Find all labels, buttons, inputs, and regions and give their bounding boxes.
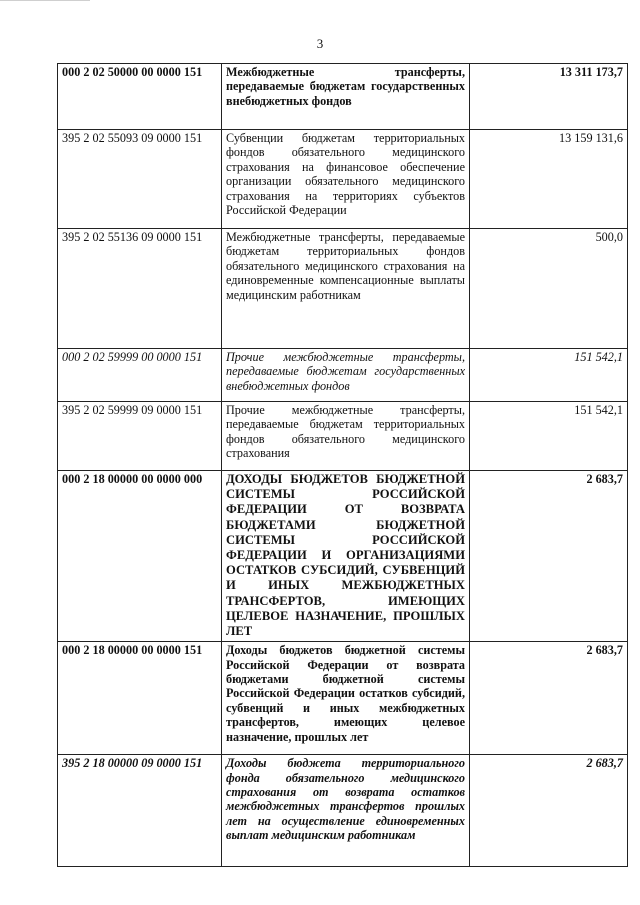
top-edge-mark xyxy=(0,0,90,4)
table-row xyxy=(58,642,628,755)
row-code: 395 2 02 59999 09 0000 151 xyxy=(58,402,222,471)
row-amount: 151 542,1 xyxy=(470,402,628,471)
table-row xyxy=(58,349,628,402)
row-name: Субвенции бюджетам территориальных фондов обязательного медицинского страхования на финансовое обеспечение организации обязательного медицинского страхования на территориях субъектов Российской Федерации xyxy=(222,130,470,229)
table-row xyxy=(58,130,628,229)
row-amount: 13 311 173,7 xyxy=(470,64,628,130)
row-code: 395 2 02 55093 09 0000 151 xyxy=(58,130,222,229)
row-amount: 151 542,1 xyxy=(470,349,628,402)
row-amount: 2 683,7 xyxy=(470,471,628,642)
row-name: Межбюджетные трансферты, передаваемые бюджетам территориальных фондов обязательного медицинского страхования на единовременные компенсационные выплаты медицинским работникам xyxy=(222,229,470,349)
row-name: ДОХОДЫ БЮДЖЕТОВ БЮДЖЕТНОЙ СИСТЕМЫ РОССИЙСКОЙ ФЕДЕРАЦИИ ОТ ВОЗВРАТА БЮДЖЕТАМИ БЮДЖЕТНОЙ СИСТЕМЫ РОССИЙСКОЙ ФЕДЕРАЦИИ И ОРГАНИЗАЦИЯМИ ОСТАТКОВ СУБСИДИЙ, СУБВЕНЦИЙ И ИНЫХ МЕЖБЮДЖЕТНЫХ ТРАНСФЕРТОВ, ИМЕЮЩИХ ЦЕЛЕВОЕ НАЗНАЧЕНИЕ, ПРОШЛЫХ ЛЕТ xyxy=(222,471,470,642)
table-row xyxy=(58,64,628,130)
page-number: 3 xyxy=(316,36,324,51)
row-name: Доходы бюджета территориального фонда обязательного медицинского страхования от возврата остатков межбюджетных трансфертов прошлых лет на осуществление единовременных выплат медицинским работникам xyxy=(222,755,470,867)
row-amount: 2 683,7 xyxy=(470,642,628,755)
budget-revenue-table xyxy=(57,63,628,867)
row-amount: 500,0 xyxy=(470,229,628,349)
row-code: 395 2 02 55136 09 0000 151 xyxy=(58,229,222,349)
row-name: Прочие межбюджетные трансферты, передаваемые бюджетам государственных внебюджетных фондов xyxy=(222,349,470,402)
table-row xyxy=(58,229,628,349)
row-code: 000 2 02 50000 00 0000 151 xyxy=(58,64,222,130)
table-row xyxy=(58,471,628,642)
row-code: 000 2 18 00000 00 0000 151 xyxy=(58,642,222,755)
table-row xyxy=(58,402,628,471)
row-name: Межбюджетные трансферты, передаваемые бюджетам государственных внебюджетных фондов xyxy=(222,64,470,130)
row-amount: 13 159 131,6 xyxy=(470,130,628,229)
row-code: 000 2 02 59999 00 0000 151 xyxy=(58,349,222,402)
row-code: 395 2 18 00000 09 0000 151 xyxy=(58,755,222,867)
row-name: Прочие межбюджетные трансферты, передаваемые бюджетам территориальных фондов обязательного медицинского страхования xyxy=(222,402,470,471)
row-code: 000 2 18 00000 00 0000 000 xyxy=(58,471,222,642)
row-name: Доходы бюджетов бюджетной системы Российской Федерации от возврата бюджетами бюджетной системы Российской Федерации остатков субсидий, субвенций и иных межбюджетных трансфертов, имеющих целевое назначение, прошлых лет xyxy=(222,642,470,755)
row-amount: 2 683,7 xyxy=(470,755,628,867)
table-row xyxy=(58,755,628,867)
